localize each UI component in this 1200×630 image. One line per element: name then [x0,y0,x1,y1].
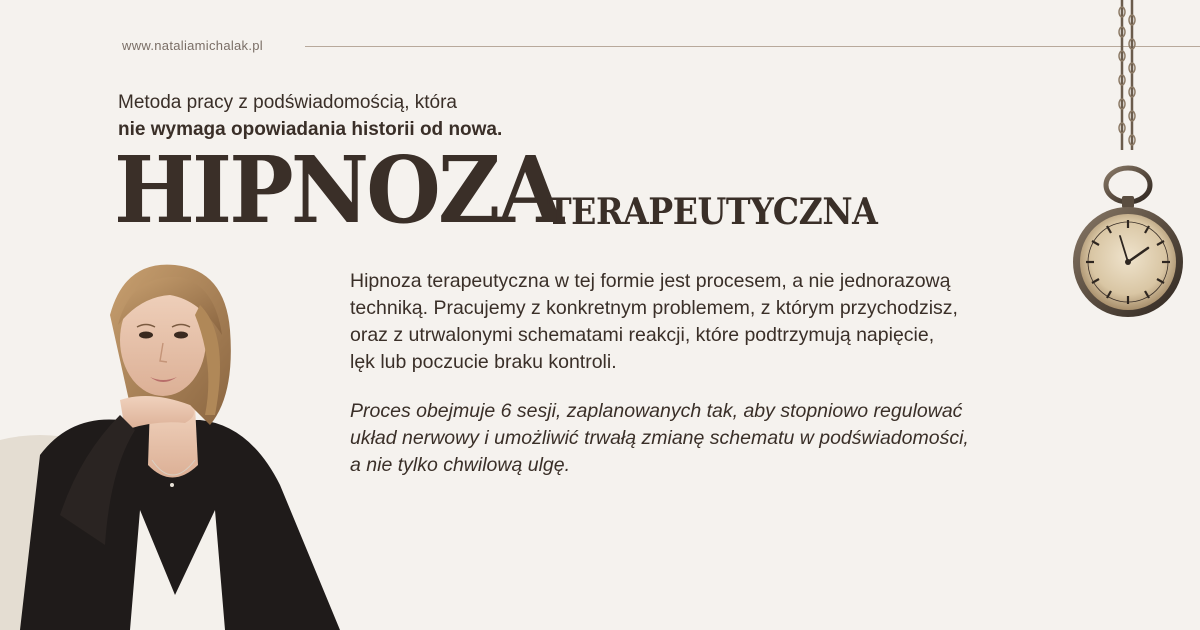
process-line: a nie tylko chwilową ulgę. [350,454,571,476]
portrait-photo [0,255,360,630]
process-paragraph [350,398,1070,479]
page-title: HIPNOZA [114,136,562,244]
tagline-line-2: nie wymaga opowiadania historii od nowa. [118,119,503,140]
pocket-watch-icon [1070,0,1200,330]
tagline-line-1: Metoda pracy z podświadomością, która [118,92,457,113]
intro-line: techniką. Pracujemy z konkretnym problemem, z którym przychodzisz, [350,297,958,319]
site-url[interactable]: www.nataliamichalak.pl [122,38,263,53]
intro-line: lęk lub poczucie braku kontroli. [350,351,617,373]
intro-paragraph [350,268,1050,376]
header-divider [305,46,1200,47]
page-subtitle: TERAPEUTYCZNA [547,191,878,233]
process-line: Proces obejmuje 6 sesji, zaplanowanych tak, aby stopniowo regulować [350,400,963,422]
process-line: układ nerwowy i umożliwić trwałą zmianę schematu w podświadomości, [350,427,969,449]
intro-line: oraz z utrwalonymi schematami reakcji, które podtrzymują napięcie, [350,324,935,346]
intro-line: Hipnoza terapeutyczna w tej formie jest procesem, a nie jednorazową [350,270,951,292]
